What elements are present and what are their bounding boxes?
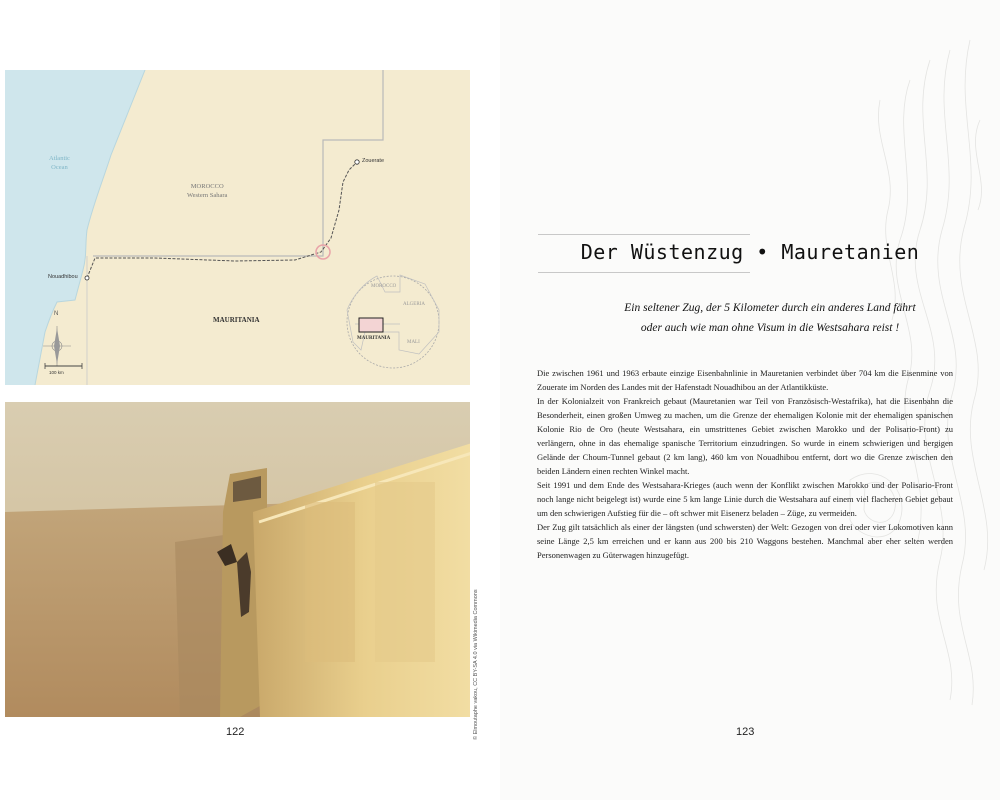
compass-north: N (54, 311, 59, 317)
inset-mauritania: MAURITANIA (357, 336, 391, 341)
city-nouadhibou: Nouadhibou (48, 274, 78, 280)
subtitle-line-1: Ein seltener Zug, der 5 Kilometer durch ein anderes Land fährt (624, 302, 916, 314)
photo-credit (470, 560, 484, 740)
paragraph-4: Der Zug gilt tatsächlich als einer der längsten (und schwersten) der Welt: Gezogen von drei oder vier Lokomotiven kann seine Länge 2,5 km erreichen und er kann aus 200 bis 210 Waggons bestehen. Manchmal aber eher selten werden Personenwagen zu Güterwagen hinzugefügt. (537, 522, 953, 560)
subtitle-line-2: oder auch wie man ohne Visum in die Westsahara reist ! (640, 322, 900, 334)
map-graphic (5, 70, 470, 385)
paragraph-2: In der Kolonialzeit von Frankreich gebaut (Mauretanien war Teil von Französisch-Westafrika), hat die Eisenbahn die Besonderheit, einen großen Umweg zu machen, um die Grenze der ehemaligen Kolonie mit der ehemaligen spanischen Kolonie Rio de Oro (heute Westsahara, ein umstrittenes Gebiet zwischen Marokko und der Polisario-Front) zu verlängern, ohne in das ehemalige spanische Territorium einzudringen. So wurde in einem schwierigen und bergigen Gelände der Choum-Tunnel gebaut (2 km lang), 460 km von Nouadhibou entfernt, dort wo die Grenze zwischen den beiden Ländern einen rechten Winkel macht. (537, 396, 953, 476)
paragraph-1: Die zwischen 1961 und 1963 erbaute einzige Eisenbahnlinie in Mauretanien verbindet über 704 km die Eisenmine von Zouerate im Norden des Landes mit der Hafenstadt Nouadhibou an der Atlantikküste. (537, 368, 953, 392)
ocean-label: Atlantic (49, 155, 70, 162)
inset-morocco: MOROCCO (371, 284, 397, 289)
page-number-left: 122 (226, 726, 245, 738)
photo-graphic (5, 402, 470, 717)
ocean-label-2: Ocean (51, 164, 68, 171)
inset-mali: MALI (407, 340, 420, 345)
article-title: Der Wüstenzug • Mauretanien (580, 240, 920, 264)
article-subtitle (560, 298, 980, 338)
article-body (537, 366, 953, 562)
desert-train-photo (5, 402, 470, 717)
region-label: MOROCCO (190, 183, 224, 190)
title-rule-bottom (538, 272, 750, 273)
scale-label: 100 km (49, 370, 64, 375)
title-rule-top (538, 234, 750, 235)
right-page (500, 0, 1000, 800)
city-zouerate: Zouerate (362, 158, 385, 164)
railway-map (5, 70, 470, 385)
photo-credit-text: © Elmoutaphe vakou, CC BY-SA 4.0 via Wikimedia Commons (473, 589, 479, 740)
inset-algeria: ALGERIA (403, 302, 425, 307)
country-label: MAURITANIA (213, 316, 260, 324)
paragraph-3: Seit 1991 und dem Ende des Westsahara-Krieges (auch wenn der Konflikt zwischen Marokko und der Polisario-Front noch lange nicht beigelegt ist) wurde eine 5 km lange Linie durch die Westsahara auf einem viel flacheren Gebiet gebaut um den schwierigen Aufstieg für die – oft schwer mit Eisenerz beladen – Züge, zu vermeiden. (537, 480, 953, 518)
region-label-2: Western Sahara (187, 192, 228, 199)
page-number-right: 123 (736, 726, 755, 738)
